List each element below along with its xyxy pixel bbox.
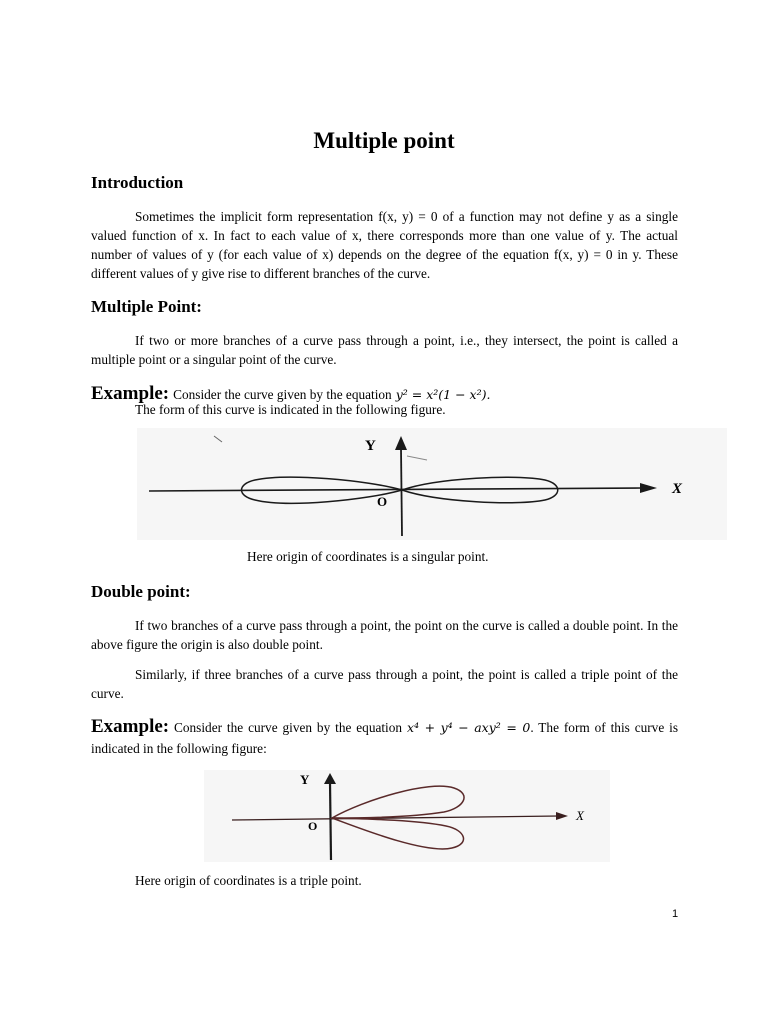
example-2-paragraph	[91, 716, 678, 759]
figure-2-x-arrow	[556, 812, 568, 820]
figure-1-x-arrow	[640, 483, 657, 493]
figure-1-scan-mark	[214, 436, 222, 442]
figure-1-y-arrow	[395, 436, 407, 450]
figure-1-scan-mark	[407, 456, 427, 460]
page-number: 1	[672, 908, 679, 920]
figure-2	[204, 770, 610, 862]
figure-1	[137, 428, 727, 540]
example-2-label: Example:	[91, 716, 170, 737]
introduction-heading: Introduction	[91, 173, 184, 192]
figure-2-x-label: X	[576, 808, 584, 823]
example-1-text: Consider the curve given by the equation	[173, 387, 392, 402]
figure-1-y-label: Y	[365, 438, 376, 454]
double-point-paragraph-2: Similarly, if three branches of a curve pass through a point, the point is called a triple point of the curve.	[91, 667, 678, 701]
figure-1-y-axis	[401, 448, 402, 536]
figure-2-lower-loop	[332, 818, 463, 849]
multiple-point-heading: Multiple Point:	[91, 297, 202, 316]
figure-2-y-label: Y	[300, 772, 310, 787]
double-point-paragraph-1: If two branches of a curve pass through a point, the point on the curve is called a double point. In the above figure the origin is also double point.	[91, 618, 678, 652]
figure-2-caption: Here origin of coordinates is a triple point.	[135, 873, 362, 888]
example-2-text-after: . The form of this curve is indicated in the following figure:	[91, 720, 678, 756]
example-1-figure-intro: The form of this curve is indicated in the following figure.	[135, 402, 446, 417]
figure-1-caption: Here origin of coordinates is a singular point.	[247, 549, 489, 564]
example-2-text: Consider the curve given by the equation	[174, 720, 403, 735]
figure-2-y-arrow	[324, 773, 336, 784]
double-point-heading: Double point:	[91, 582, 191, 601]
introduction-paragraph: Sometimes the implicit form representation f(x, y) = 0 of a function may not define y as a single valued function of x. In fact to each value of x, there corresponds more than one value of y. The actual number of values of y (for each value of x) depends on the degree of the equation f(x, y) = 0 in y. These different values of y give rise to different branches of the curve.	[91, 209, 678, 281]
example-1-label: Example:	[91, 383, 170, 404]
figure-2-y-axis	[330, 782, 331, 860]
page-title: Multiple point	[313, 128, 455, 153]
example-2-equation: x⁴ + y⁴ − axy² = 0	[406, 720, 531, 735]
example-1-equation: y² = x²(1 − x²).	[395, 387, 491, 402]
figure-2-origin-label: O	[308, 819, 318, 833]
figure-1-x-label: X	[672, 481, 683, 497]
figure-1-origin-label: O	[377, 494, 388, 509]
figure-1-graph	[137, 428, 727, 540]
figure-2-upper-loop	[332, 786, 464, 818]
multiple-point-paragraph: If two or more branches of a curve pass through a point, i.e., they intersect, the point is called a multiple point or a singular point of the curve.	[91, 333, 678, 367]
figure-2-graph	[204, 770, 610, 862]
